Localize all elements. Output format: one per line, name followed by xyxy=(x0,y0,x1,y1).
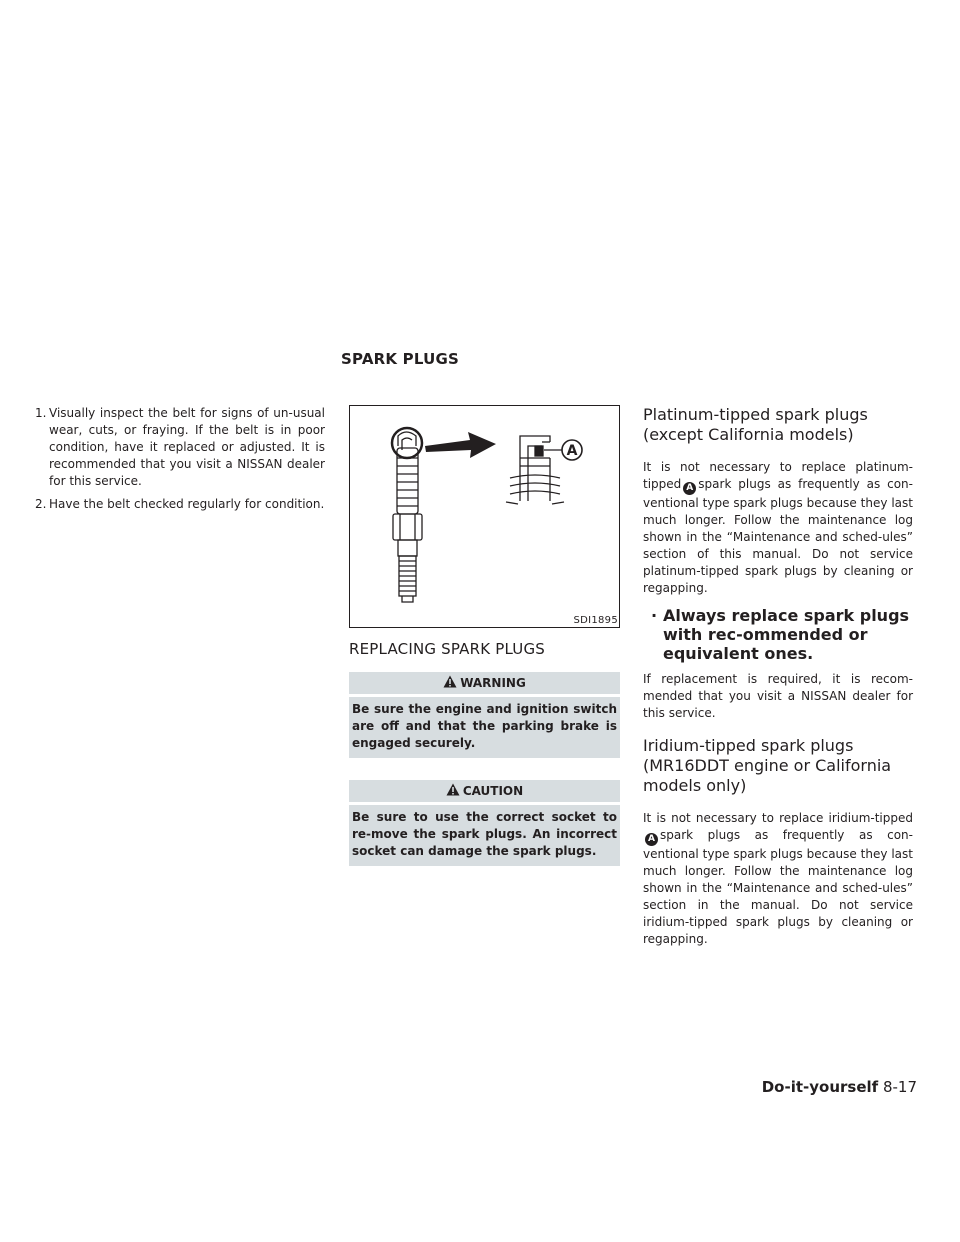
warning-label: WARNING xyxy=(460,676,526,690)
bullet-dot-icon: · xyxy=(651,606,658,625)
warning-text: Be sure the engine and ignition switch are off and that the parking brake is engaged securely. xyxy=(349,697,620,758)
iridium-paragraph xyxy=(643,810,913,948)
platinum-bullet-text: Always replace spark plugs with rec-ommended or equivalent ones. xyxy=(663,606,910,663)
list-text: Visually inspect the belt for signs of un-usual wear, cuts, or fraying. If the belt is in poor condition, have it replaced or adjusted. It is recommended that you visit a NISSAN dealer for this service. xyxy=(49,406,325,488)
footer-section: Do-it-yourself xyxy=(761,1078,879,1096)
list-text: Have the belt checked regularly for condition. xyxy=(49,497,325,511)
page-footer xyxy=(762,1078,917,1096)
caution-text: Be sure to use the correct socket to re-move the spark plugs. An incorrect socket can damage the spark plugs. xyxy=(349,805,620,866)
list-number: 1. xyxy=(35,406,47,420)
platinum-text-end: spark plugs as frequently as con-ventional type spark plugs because they last much longer. Follow the maintenance log shown in the “Maintenance and sched-ules” section of this manual. Do not service platinum-tipped spark plugs by cleaning or regapping. xyxy=(643,477,913,595)
caution-label: CAUTION xyxy=(462,784,524,798)
middle-column xyxy=(349,405,620,866)
list-item xyxy=(35,496,325,513)
callout-label: A xyxy=(566,443,578,459)
section-title: SPARK PLUGS xyxy=(341,350,459,368)
left-column xyxy=(35,405,325,519)
page-number: 8-17 xyxy=(882,1078,917,1096)
caution-icon xyxy=(446,781,460,803)
circled-a-icon: A xyxy=(645,833,658,846)
iridium-text-end: spark plugs as frequently as con-ventional type spark plugs because they last much longer. Follow the maintenance log shown in the “Maintenance and sched-ules” section in the manual. Do not service iridium-tipped spark plugs by cleaning or regapping. xyxy=(643,828,913,946)
caution-header xyxy=(349,780,620,802)
platinum-text-start: It is not necessary to replace platinum-tipped xyxy=(643,460,913,491)
iridium-text-start: It is not necessary to replace iridium-tipped xyxy=(643,811,913,825)
iridium-heading-line: (MR16DDT engine or California xyxy=(643,756,892,775)
platinum-heading-line: Platinum-tipped spark plugs xyxy=(643,405,868,424)
replacing-heading: REPLACING SPARK PLUGS xyxy=(349,640,546,658)
circled-a-icon: A xyxy=(683,482,696,495)
iridium-heading-line: Iridium-tipped spark plugs xyxy=(643,736,854,755)
platinum-paragraph xyxy=(643,459,913,597)
iridium-heading-line: models only) xyxy=(643,776,747,795)
platinum-bullet xyxy=(651,606,913,663)
iridium-heading xyxy=(643,736,913,796)
spark-plug-illustration xyxy=(350,406,619,627)
spark-plug-figure xyxy=(349,405,620,628)
platinum-paragraph-2: If replacement is required, it is recom-mended that you visit a NISSAN dealer for this service. xyxy=(643,672,913,720)
warning-icon xyxy=(443,673,457,695)
figure-code: SDI1895 xyxy=(573,615,618,626)
platinum-heading-line: (except California models) xyxy=(643,425,854,444)
platinum-heading xyxy=(643,405,913,445)
right-column xyxy=(643,405,913,957)
warning-header xyxy=(349,672,620,694)
list-item xyxy=(35,405,325,490)
list-number: 2. xyxy=(35,497,47,511)
